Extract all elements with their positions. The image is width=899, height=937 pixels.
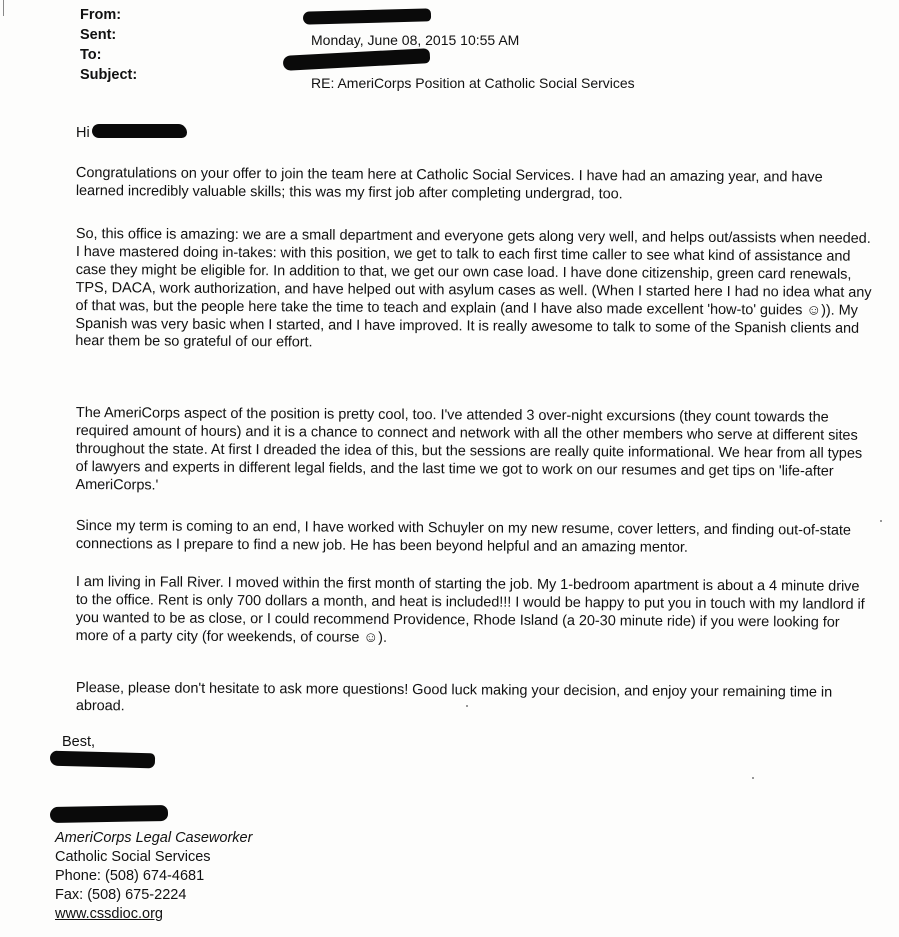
closing: Best, xyxy=(62,734,96,750)
subject-value: RE: AmeriCorps Position at Catholic Social Services xyxy=(311,75,635,91)
sent-value: Monday, June 08, 2015 10:55 AM xyxy=(311,32,520,48)
greeting: Hi xyxy=(76,125,90,141)
scan-speck xyxy=(880,520,882,522)
signature-website-link[interactable]: www.cssdioc.org xyxy=(55,906,163,922)
paragraph-fall-river: I am living in Fall River. I moved within the first month of starting the job. My 1-bedroom apartment is about a 4 minute drive to the office. Rent is only 700 dollars a month, and heat is included!!! I would be happy to put you in touch with my landlord if you wanted to be as close, or I could recommend Providence, Rhode Island (a 20-30 minute ride) if you were looking for more of a party city (for weekends, of course ☺). xyxy=(75,574,865,646)
sent-label: Sent: xyxy=(80,27,117,43)
scan-speck xyxy=(752,777,754,779)
scan-edge-mark xyxy=(3,0,4,16)
to-label: To: xyxy=(80,47,102,63)
redacted-recipient-name xyxy=(92,124,187,138)
signature-title: AmeriCorps Legal Caseworker xyxy=(55,830,253,846)
redacted-recipient xyxy=(283,48,431,71)
scan-speck xyxy=(466,705,468,707)
redacted-sender-name xyxy=(50,805,168,823)
paragraph-term-ending: Since my term is coming to an end, I have worked with Schuyler on my new resume, cover letters, and finding out-of-state connections as I prepare to find a new job. He has been beyond helpful and an amazing mentor. xyxy=(75,518,851,556)
paragraph-office: So, this office is amazing: we are a small department and everyone gets along very well, and helps out/assists when needed. I have mastered doing in-takes: with this position, we get to talk to each first time caller to see what kind of assistance and case they might be eligible for. In addition to that, we get our own case load. I have done citizenship, green card renewals, TPS, DACA, work authorization, and have helped out with asylum cases as well. (When I started here I had no idea what any of that was, but the people here take the time to teach and explain (and I have also made excellent 'how-to' guides ☺)). My Spanish was very basic when I started, and I have improved. It is really awesome to talk to some of the Spanish clients and hear them be so grateful of our effort. xyxy=(75,226,872,351)
signature-fax: Fax: (508) 675-2224 xyxy=(55,887,187,903)
paragraph-questions: Please, please don't hesitate to ask more questions! Good luck making your decision, and enjoy your remaining time in abroad. xyxy=(75,680,833,715)
paragraph-americorps: The AmeriCorps aspect of the position is pretty cool, too. I've attended 3 over-night excursions (they count towards the required amount of hours) and it is a chance to connect and network with all the other members who serve at different sites throughout the state. At first I dreaded the idea of this, but the sessions are really quite informational. We hear from all types of lawyers and experts in different legal fields, and the last time we got to work on our resumes and get tips on 'life-after AmeriCorps.' xyxy=(75,405,863,494)
paragraph-congratulations: Congratulations on your offer to join the team here at Catholic Social Services. I have had an amazing year, and have learned incredibly valuable skills; this was my first job after completing undergrad, too. xyxy=(75,165,823,203)
signature-organization: Catholic Social Services xyxy=(55,849,211,865)
from-label: From: xyxy=(80,7,122,23)
redacted-sender xyxy=(303,8,431,24)
signature-phone: Phone: (508) 674-4681 xyxy=(55,868,205,884)
redacted-signature xyxy=(50,751,155,769)
subject-label: Subject: xyxy=(80,67,138,83)
